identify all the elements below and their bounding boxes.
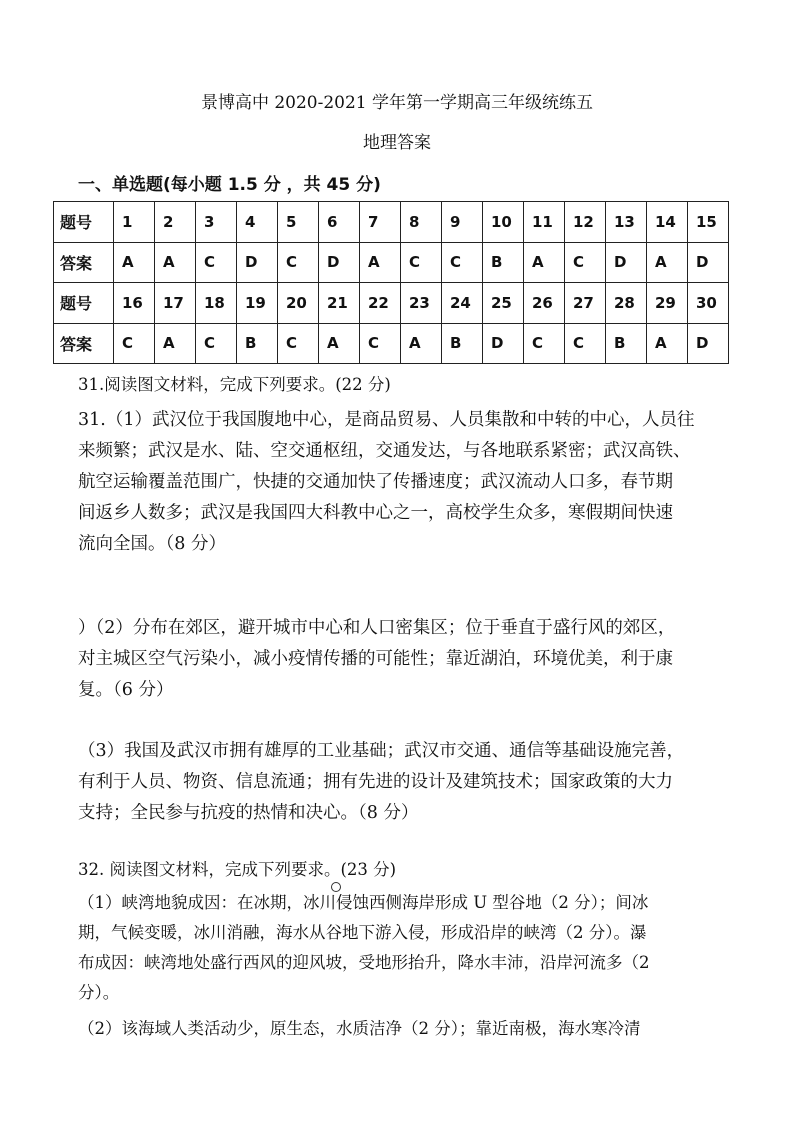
question-number-cell: 15 xyxy=(688,202,729,243)
answer-cell: A xyxy=(401,323,442,364)
answer-cell: A xyxy=(114,242,155,283)
answer-cell: C xyxy=(278,242,319,283)
question-number-cell: 8 xyxy=(401,202,442,243)
answer-cell: D xyxy=(483,323,524,364)
answer-cell: D xyxy=(688,323,729,364)
row-label: 题号 xyxy=(54,202,114,243)
answer-cell: D xyxy=(606,242,647,283)
question-number-cell: 10 xyxy=(483,202,524,243)
row-label: 答案 xyxy=(54,242,114,283)
text-line: ）（2）分布在郊区，避开城市中心和人口密集区；位于垂直于盛行风的郊区， xyxy=(78,618,676,638)
answer-cell: A xyxy=(319,323,360,364)
text-line: 来频繁；武汉是水、陆、空交通枢纽，交通发达，与各地联系紧密；武汉高铁、 xyxy=(78,441,691,461)
answer-cell: A xyxy=(155,242,196,283)
question-number-cell: 1 xyxy=(114,202,155,243)
answer-cell: A xyxy=(647,323,688,364)
text-line: 有利于人员、物资、信息流通；拥有先进的设计及建筑技术；国家政策的大力 xyxy=(78,772,673,792)
answer-table xyxy=(53,201,729,364)
question-number-cell: 4 xyxy=(237,202,278,243)
answer-cell: C xyxy=(401,242,442,283)
question-number-cell: 30 xyxy=(688,283,729,324)
question-number-cell: 26 xyxy=(524,283,565,324)
answer-cell: D xyxy=(237,242,278,283)
answer-cell: C xyxy=(565,323,606,364)
table-row xyxy=(54,242,729,283)
answer-cell: D xyxy=(319,242,360,283)
question-32-part2 xyxy=(78,1014,718,1044)
page-title: 景博高中 2020-2021 学年第一学期高三年级统练五 xyxy=(200,93,594,113)
question-number-cell: 22 xyxy=(360,283,401,324)
question-31-part2 xyxy=(78,613,718,706)
table-row xyxy=(54,323,729,364)
answer-cell: C xyxy=(524,323,565,364)
question-number-cell: 11 xyxy=(524,202,565,243)
answer-cell: C xyxy=(196,323,237,364)
question-number-cell: 18 xyxy=(196,283,237,324)
question-31-part3 xyxy=(78,736,718,829)
answer-cell: C xyxy=(196,242,237,283)
answer-cell: A xyxy=(524,242,565,283)
answer-cell: C xyxy=(114,323,155,364)
question-number-cell: 29 xyxy=(647,283,688,324)
question-32-prompt: 32. 阅读图文材料，完成下列要求。(23 分) xyxy=(78,860,397,879)
answer-cell: A xyxy=(155,323,196,364)
question-31-part1 xyxy=(78,405,718,560)
text-line: 对主城区空气污染小，减小疫情传播的可能性；靠近湖泊，环境优美，利于康 xyxy=(78,649,673,669)
answer-cell: C xyxy=(360,323,401,364)
answer-cell: C xyxy=(278,323,319,364)
text-line: 支持；全民参与抗疫的热情和决心。（8 分） xyxy=(78,803,419,823)
question-number-cell: 25 xyxy=(483,283,524,324)
answer-cell: A xyxy=(647,242,688,283)
row-label: 题号 xyxy=(54,283,114,324)
answer-cell: D xyxy=(688,242,729,283)
section-heading: 一、单选题(每小题 1.5 分 ，共 45 分) xyxy=(78,175,381,195)
question-number-cell: 20 xyxy=(278,283,319,324)
text-line: （1）峡湾地貌成因：在冰期，冰川侵蚀西侧海岸形成 U 型谷地（2 分）；间冰 xyxy=(78,893,649,912)
question-number-cell: 14 xyxy=(647,202,688,243)
text-line: （3）我国及武汉市拥有雄厚的工业基础；武汉市交通、通信等基础设施完善， xyxy=(78,741,685,761)
question-number-cell: 27 xyxy=(565,283,606,324)
question-number-cell: 12 xyxy=(565,202,606,243)
question-number-cell: 3 xyxy=(196,202,237,243)
answer-cell: C xyxy=(565,242,606,283)
answer-cell: C xyxy=(442,242,483,283)
answer-cell: B xyxy=(442,323,483,364)
question-number-cell: 6 xyxy=(319,202,360,243)
question-number-cell: 7 xyxy=(360,202,401,243)
text-line: 流向全国。（8 分） xyxy=(78,534,226,554)
page-subtitle: 地理答案 xyxy=(363,133,431,153)
question-number-cell: 23 xyxy=(401,283,442,324)
question-number-cell: 19 xyxy=(237,283,278,324)
question-number-cell: 28 xyxy=(606,283,647,324)
text-line: 分）。 xyxy=(78,983,120,1002)
text-line: 31.（1）武汉位于我国腹地中心，是商品贸易、人员集散和中转的中心，人员往 xyxy=(78,410,695,430)
table-row xyxy=(54,283,729,324)
question-number-cell: 24 xyxy=(442,283,483,324)
answer-cell: B xyxy=(606,323,647,364)
question-32-part1 xyxy=(78,888,718,1008)
question-number-cell: 16 xyxy=(114,283,155,324)
question-31-prompt: 31.阅读图文材料，完成下列要求。(22 分) xyxy=(78,375,391,394)
text-line: 间返乡人数多；武汉是我国四大科教中心之一，高校学生众多，寒假期间快速 xyxy=(78,503,673,523)
question-number-cell: 5 xyxy=(278,202,319,243)
text-line: 航空运输覆盖范围广，快捷的交通加快了传播速度；武汉流动人口多，春节期 xyxy=(78,472,673,492)
text-line: 期，气候变暖，冰川消融，海水从谷地下游入侵，形成沿岸的峡湾（2 分）。瀑 xyxy=(78,923,647,942)
row-label: 答案 xyxy=(54,323,114,364)
question-number-cell: 13 xyxy=(606,202,647,243)
text-line: （2）该海域人类活动少，原生态，水质洁净（2 分）；靠近南极，海水寒冷清 xyxy=(78,1019,641,1038)
question-number-cell: 21 xyxy=(319,283,360,324)
answer-cell: B xyxy=(237,323,278,364)
answer-cell: B xyxy=(483,242,524,283)
answer-cell: A xyxy=(360,242,401,283)
question-number-cell: 17 xyxy=(155,283,196,324)
table-row xyxy=(54,202,729,243)
question-number-cell: 9 xyxy=(442,202,483,243)
text-line: 布成因：峡湾地处盛行西风的迎风坡，受地形抬升，降水丰沛，沿岸河流多（2 xyxy=(78,953,650,972)
text-line: 复。（6 分） xyxy=(78,680,174,700)
question-number-cell: 2 xyxy=(155,202,196,243)
